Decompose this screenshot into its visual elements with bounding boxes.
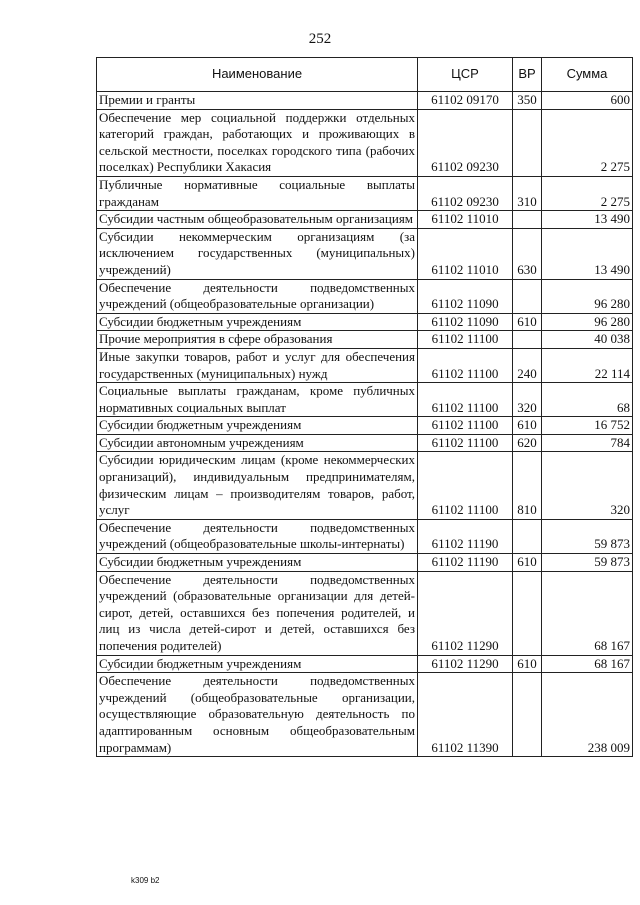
cell-sum: 59 873 — [542, 554, 633, 572]
cell-name: Обеспечение деятельности подведомственных учреждений (общеобразовательные организации) — [97, 279, 418, 313]
cell-name: Обеспечение мер социальной поддержки отдельных категорий граждан, работающих и проживающих в сельской местности, поселках городского типа (рабочих поселках) Республики Хакасия — [97, 109, 418, 176]
table-row — [97, 211, 633, 229]
cell-vr — [513, 211, 542, 229]
table-row — [97, 452, 633, 519]
cell-vr — [513, 571, 542, 655]
cell-csr: 61102 11100 — [418, 452, 513, 519]
table-row — [97, 228, 633, 279]
table-row — [97, 655, 633, 673]
table-row — [97, 279, 633, 313]
cell-sum: 22 114 — [542, 348, 633, 382]
cell-csr: 61102 11190 — [418, 554, 513, 572]
cell-name: Публичные нормативные социальные выплаты гражданам — [97, 176, 418, 210]
header-sum: Сумма — [542, 58, 633, 92]
cell-csr: 61102 09230 — [418, 109, 513, 176]
table-row — [97, 554, 633, 572]
cell-csr: 61102 11100 — [418, 348, 513, 382]
table-row — [97, 109, 633, 176]
cell-name: Обеспечение деятельности подведомственных учреждений (общеобразовательные школы-интернаты) — [97, 519, 418, 553]
header-name: Наименование — [97, 58, 418, 92]
table-row — [97, 383, 633, 417]
cell-sum: 600 — [542, 92, 633, 110]
cell-vr: 610 — [513, 554, 542, 572]
cell-sum: 59 873 — [542, 519, 633, 553]
cell-vr: 610 — [513, 313, 542, 331]
cell-csr: 61102 09170 — [418, 92, 513, 110]
cell-csr: 61102 11100 — [418, 383, 513, 417]
cell-vr: 630 — [513, 228, 542, 279]
cell-name: Субсидии некоммерческим организациям (за исключением государственных (муниципальных) учреждений) — [97, 228, 418, 279]
table-header-row — [97, 58, 633, 92]
cell-name: Социальные выплаты гражданам, кроме публичных нормативных социальных выплат — [97, 383, 418, 417]
table-row — [97, 313, 633, 331]
cell-csr: 61102 11390 — [418, 673, 513, 757]
cell-vr: 350 — [513, 92, 542, 110]
cell-name: Субсидии автономным учреждениям — [97, 434, 418, 452]
cell-name: Субсидии бюджетным учреждениям — [97, 417, 418, 435]
cell-vr: 320 — [513, 383, 542, 417]
table-row — [97, 673, 633, 757]
cell-vr: 610 — [513, 417, 542, 435]
cell-vr — [513, 331, 542, 349]
table-row — [97, 434, 633, 452]
cell-csr: 61102 11010 — [418, 228, 513, 279]
cell-csr: 61102 11100 — [418, 331, 513, 349]
cell-sum: 96 280 — [542, 279, 633, 313]
table-row — [97, 331, 633, 349]
cell-sum: 784 — [542, 434, 633, 452]
cell-name: Субсидии бюджетным учреждениям — [97, 554, 418, 572]
cell-sum: 68 — [542, 383, 633, 417]
header-vr: ВР — [513, 58, 542, 92]
cell-name: Субсидии бюджетным учреждениям — [97, 655, 418, 673]
cell-sum: 16 752 — [542, 417, 633, 435]
cell-csr: 61102 11010 — [418, 211, 513, 229]
cell-sum: 96 280 — [542, 313, 633, 331]
header-csr: ЦСР — [418, 58, 513, 92]
page-number: 252 — [308, 31, 332, 47]
cell-sum: 13 490 — [542, 211, 633, 229]
budget-table — [96, 57, 633, 757]
cell-sum: 40 038 — [542, 331, 633, 349]
cell-csr: 61102 09230 — [418, 176, 513, 210]
cell-sum: 13 490 — [542, 228, 633, 279]
cell-name: Иные закупки товаров, работ и услуг для обеспечения государственных (муниципальных) нужд — [97, 348, 418, 382]
cell-csr: 61102 11090 — [418, 279, 513, 313]
table-row — [97, 571, 633, 655]
cell-csr: 61102 11190 — [418, 519, 513, 553]
cell-sum: 2 275 — [542, 109, 633, 176]
cell-sum: 68 167 — [542, 571, 633, 655]
cell-csr: 61102 11090 — [418, 313, 513, 331]
table-row — [97, 519, 633, 553]
cell-csr: 61102 11100 — [418, 417, 513, 435]
table-row — [97, 348, 633, 382]
cell-vr: 610 — [513, 655, 542, 673]
cell-csr: 61102 11100 — [418, 434, 513, 452]
cell-name: Премии и гранты — [97, 92, 418, 110]
cell-sum: 238 009 — [542, 673, 633, 757]
document-code: k309 b2 — [131, 876, 160, 885]
cell-vr: 310 — [513, 176, 542, 210]
table-body — [97, 92, 633, 757]
cell-name: Прочие мероприятия в сфере образования — [97, 331, 418, 349]
cell-vr: 810 — [513, 452, 542, 519]
cell-sum: 68 167 — [542, 655, 633, 673]
table-row — [97, 176, 633, 210]
cell-vr — [513, 109, 542, 176]
table-row — [97, 92, 633, 110]
cell-vr: 620 — [513, 434, 542, 452]
cell-vr — [513, 673, 542, 757]
cell-name: Субсидии юридическим лицам (кроме некоммерческих организаций), индивидуальным предпринимателям, физическим лицам – производителям товаров, работ, услуг — [97, 452, 418, 519]
cell-name: Субсидии частным общеобразовательным организациям — [97, 211, 418, 229]
cell-name: Обеспечение деятельности подведомственных учреждений (образовательные организации для детей-сирот, детей, оставшихся без попечения родителей, и лиц из числа детей-сирот и детей, оставшихся без попечения родителей) — [97, 571, 418, 655]
cell-sum: 320 — [542, 452, 633, 519]
cell-vr — [513, 279, 542, 313]
cell-csr: 61102 11290 — [418, 571, 513, 655]
table-row — [97, 417, 633, 435]
cell-csr: 61102 11290 — [418, 655, 513, 673]
cell-name: Обеспечение деятельности подведомственных учреждений (общеобразовательные организации, осуществляющие образовательную деятельность по адаптированным основным общеобразовательным программам) — [97, 673, 418, 757]
cell-name: Субсидии бюджетным учреждениям — [97, 313, 418, 331]
cell-sum: 2 275 — [542, 176, 633, 210]
cell-vr — [513, 519, 542, 553]
cell-vr: 240 — [513, 348, 542, 382]
